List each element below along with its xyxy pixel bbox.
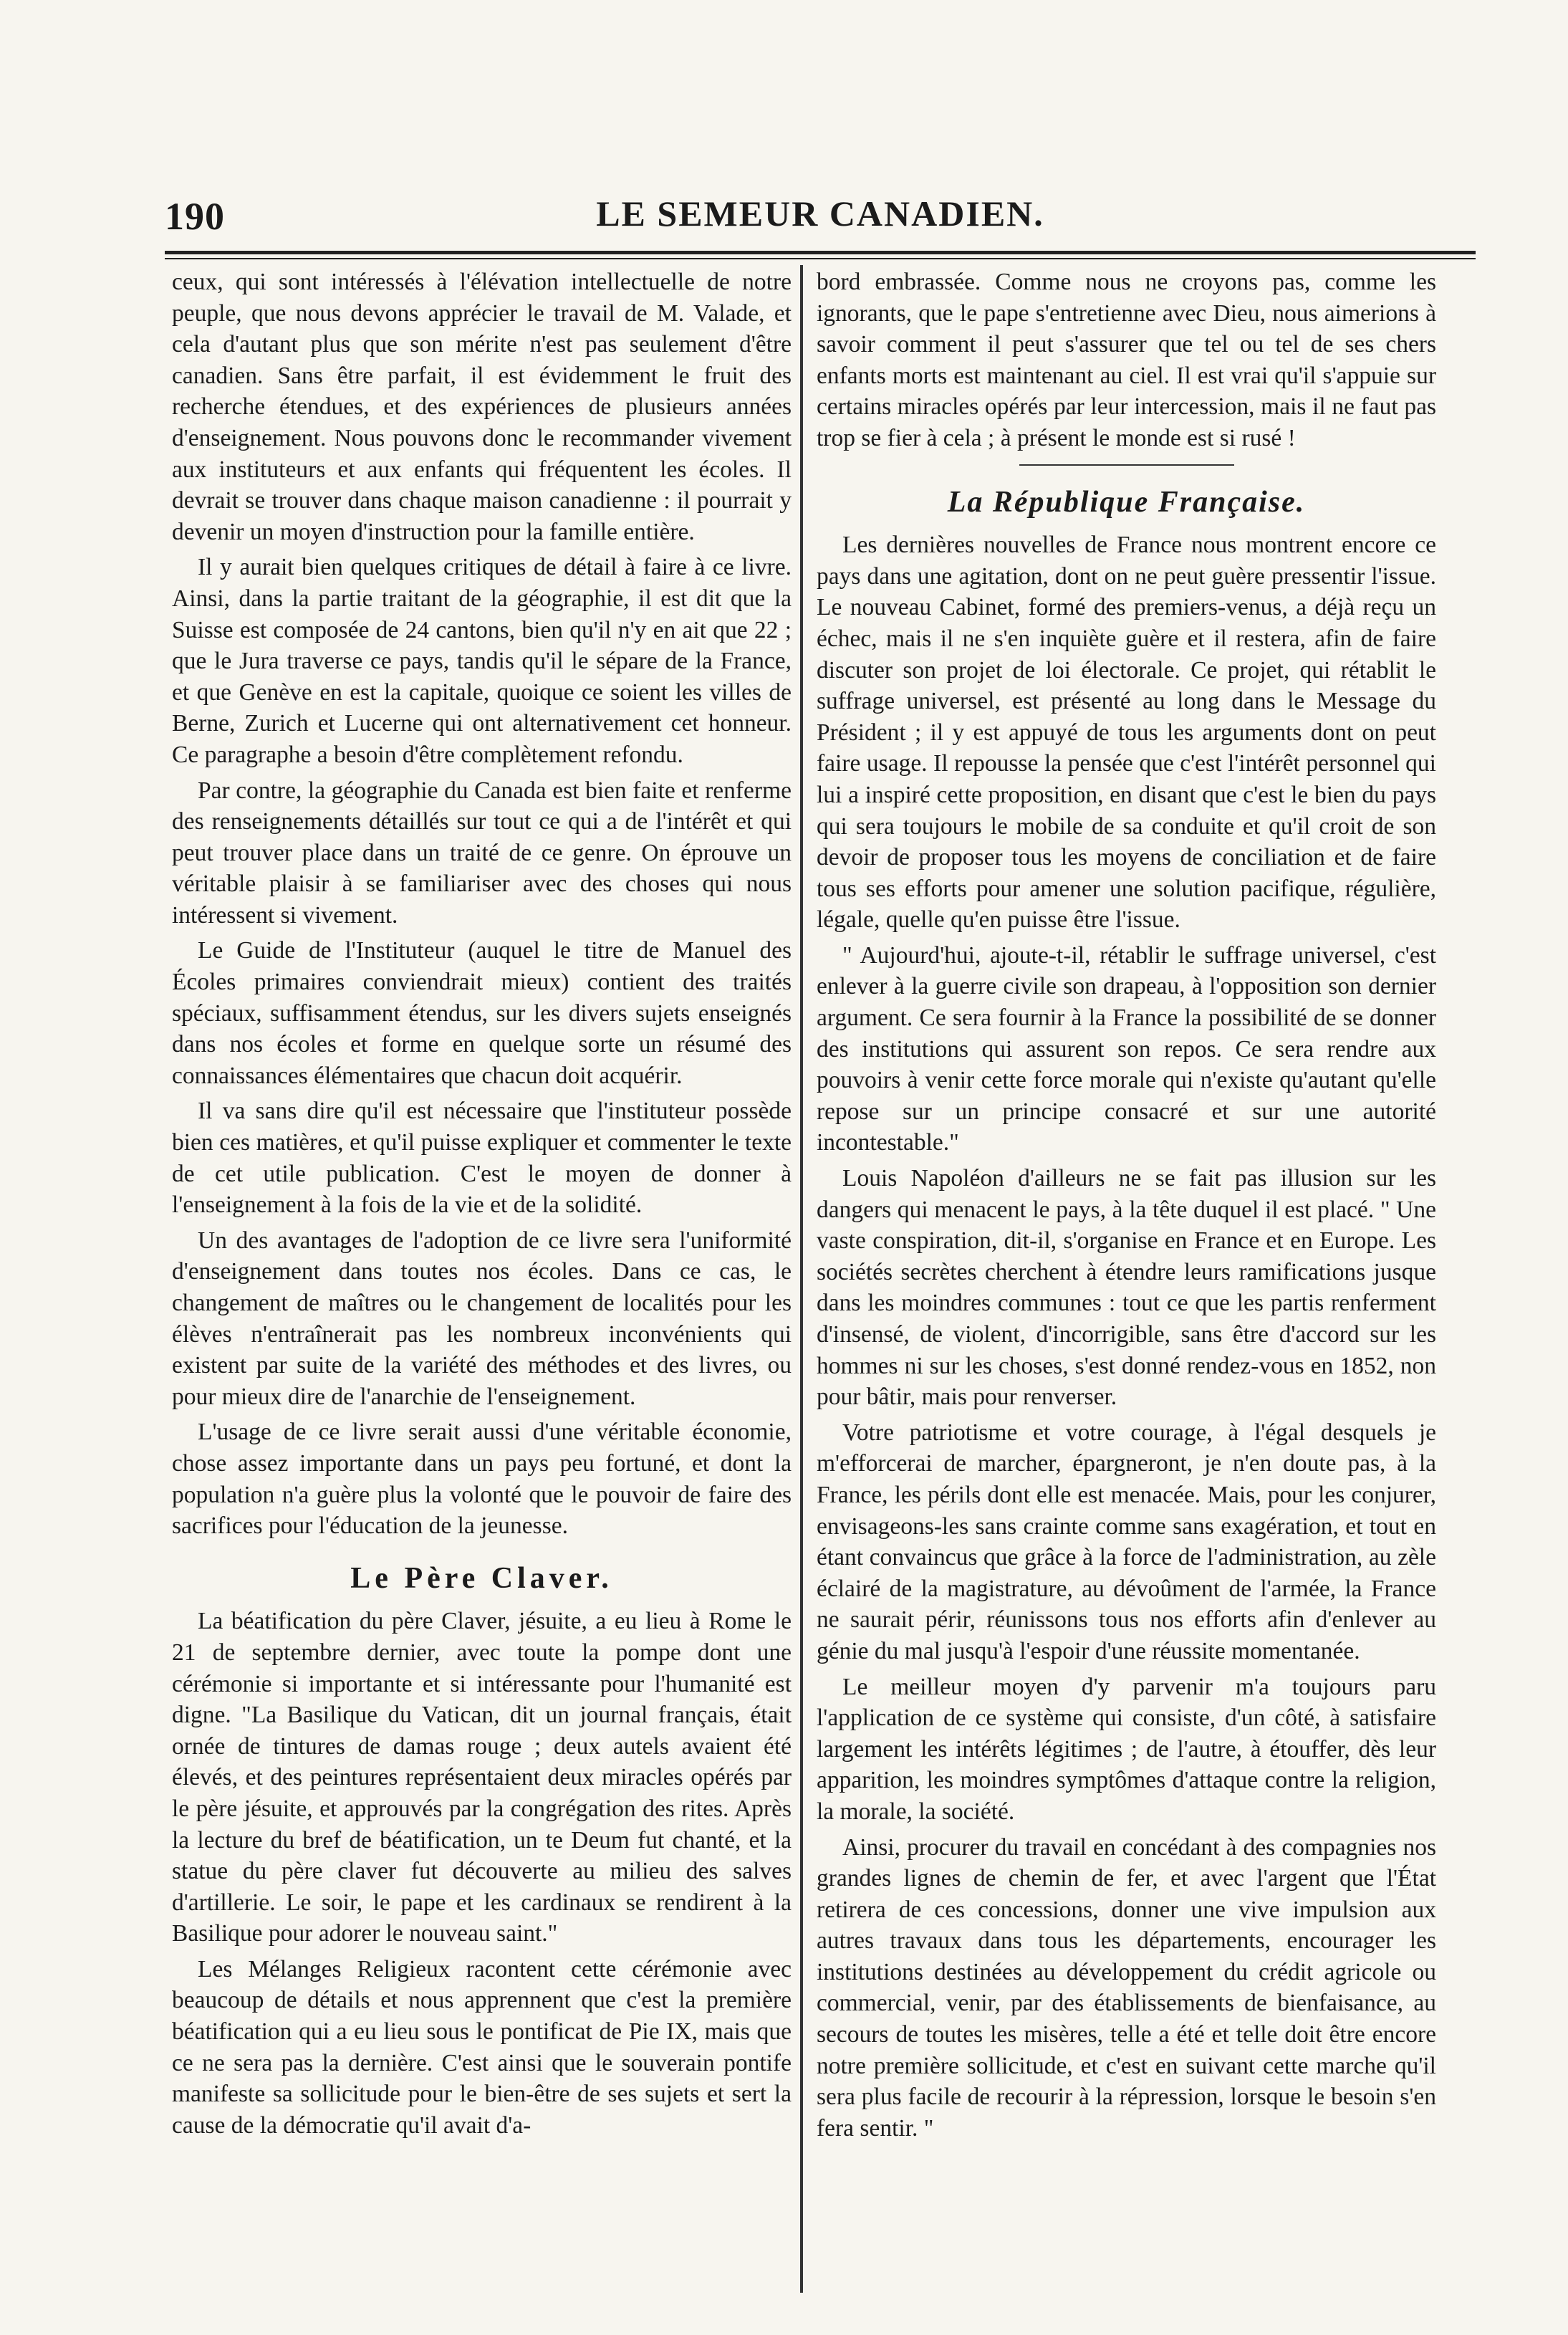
right-paragraph-5: Votre patriotisme et votre courage, à l'égal desquels je m'efforcerai de marcher, épargneront, je n'en doute pas, à la France, les périls dont elle est menacée. Mais, pour les conjurer, envisageons-les sans crainte comme sans exagération, et tout en étant convaincus que grâce à la force de l'administration, au zèle éclairé de la magistrature, au dévoûment de l'armée, la France ne saurait périr, réunissons tous nos efforts afin d'enlever au génie du mal jusqu'à l'espoir d'une réussite momentanée. xyxy=(817,1419,1436,1664)
left-paragraph-9: Les Mélanges Religieux racontent cette cérémonie avec beaucoup de détails et nous apprennent que c'est la première béatification qui a eu lieu sous le pontificat de Pie IX, mais que ce ne sera pas la dernière. C'est ainsi que le souverain pontife manifeste sa sollicitude pour le bien-être de ses sujets et sert la cause de la démocratie qu'il avait d'a- xyxy=(172,1955,792,2139)
left-paragraph-4: Le Guide de l'Instituteur (auquel le titre de Manuel des Écoles primaires conviendrait mieux) contient des traités spéciaux, suffisamment étendus, sur les divers sujets enseignés dans nos écoles et forme en quelque sorte un résumé des connaissances élémentaires que chacun doit acquérir. xyxy=(172,937,792,1089)
right-paragraph-1: bord embrassée. Comme nous ne croyons pas, comme les ignorants, que le pape s'entretienne avec Dieu, nous aimerions à savoir comment il peut s'assurer que tel ou tel de ses chers enfants morts est maintenant au ciel. Il est vrai qu'il s'appuie sur certains miracles opérés par leur intercession, mais il ne faut pas trop se fier à cela ; à présent le monde est si rusé ! xyxy=(817,269,1436,451)
left-column xyxy=(172,267,792,2145)
left-paragraph-2: Il y aurait bien quelques critiques de détail à faire à ce livre. Ainsi, dans la partie traitant de la géographie, il est dit que la Suisse est composée de 24 cantons, bien qu'il n'y en ait que 22 ; que le Jura traverse ce pays, tandis qu'il le sépare de la France, et que Genève en est la capitale, quoique ce soient les villes de Berne, Zurich et Lucerne qui ont alternativement cet honneur. Ce paragraphe a besoin d'être complètement refondu. xyxy=(172,554,792,768)
left-paragraph-8: La béatification du père Claver, jésuite, a eu lieu à Rome le 21 de septembre dernier, avec toute la pompe dont une cérémonie si importante et si intéressante pour l'humanité est digne. "La Basilique du Vatican, dit un journal français, était ornée de tintures de damas rouge ; deux autels avaient été élevés, et des peintures représentaient deux miracles opérés par le père jésuite, et approuvés par la congrégation des rites. Après la lecture du bref de béatification, un te Deum fut chanté, et la statue du père claver fut découverte au milieu des salves d'artillerie. Le soir, le pape et les cardinaux se rendirent à la Basilique pour adorer le nouveau saint." xyxy=(172,1608,792,1947)
right-paragraph-6: Le meilleur moyen d'y parvenir m'a toujours paru l'application de ce système qui consiste, d'un côté, à satisfaire largement les intérêts légitimes ; de l'autre, à étouffer, dès leur apparition, les moindres symptômes d'attaque contre la religion, la morale, la société. xyxy=(817,1673,1436,1825)
page-header xyxy=(165,190,1476,247)
left-paragraph-7: L'usage de ce livre serait aussi d'une véritable économie, chose assez importante dans un pays peu fortuné, et dont la population n'a guère plus la volonté que le pouvoir de faire des sacrifices pour l'éducation de la jeunesse. xyxy=(172,1419,792,1540)
left-paragraph-3: Par contre, la géographie du Canada est bien faite et renferme des renseignements détaillés sur tout ce qui a de l'intérêt et qui peut trouver place dans un traité de ce genre. On éprouve un véritable plaisir à se familiariser avec des choses qui nous intéressent si vivement. xyxy=(172,777,792,929)
section-divider xyxy=(1019,464,1234,466)
section-title-pere-claver: Le Père Claver. xyxy=(350,1561,613,1595)
right-paragraph-2: Les dernières nouvelles de France nous montrent encore ce pays dans une agitation, dont on ne peut guère pressentir l'issue. Le nouveau Cabinet, formé des premiers-venus, a déjà reçu un échec, mais il ne s'en inquiète guère et il restera, afin de faire discuter son projet de loi électorale. Ce projet, qui rétablit le suffrage universel, est présenté au long dans le Message du Président ; il y est appuyé de tous les arguments dont on peut faire usage. Il repousse la pensée que c'est l'intérêt personnel qui lui a inspiré cette proposition, en disant que c'est le bien du pays qui sera toujours le mobile de sa conduite et qu'il croit de son devoir de proposer tous les moyens de conciliation et de faire tous ses efforts pour amener une solution pacifique, régulière, légale, quelle qu'en puisse être l'issue. xyxy=(817,532,1436,934)
right-paragraph-4: Louis Napoléon d'ailleurs ne se fait pas illusion sur les dangers qui menacent le pays, à la tête duquel il est placé. " Une vaste conspiration, dit-il, s'organise en France et en Europe. Les sociétés secrètes cherchent à étendre leurs ramifications jusque dans les moindres communes : tout ce que les partis renferment d'insensé, de violent, d'incorrigible, sans être d'accord sur les hommes ni sur les choses, s'est donné rendez-vous en 1852, non pour bâtir, mais pour renverser. xyxy=(817,1165,1436,1411)
journal-title: LE SEMEUR CANADIEN. xyxy=(596,193,1044,234)
right-paragraph-3: " Aujourd'hui, ajoute-t-il, rétablir le suffrage universel, c'est enlever à la guerre civile son drapeau, à l'opposition son dernier argument. Ce sera fournir à la France la possibilité de se donner des institutions qui assurent son repos. Ce sera rendre aux pouvoirs à venir cette force morale qui n'existe qu'autant qu'elle repose sur un principe consacré et sur une autorité incontestable." xyxy=(817,941,1436,1156)
column-divider xyxy=(800,265,803,2293)
header-rule xyxy=(165,251,1476,254)
right-paragraph-7: Ainsi, procurer du travail en concédant à des compagnies nos grandes lignes de chemin de fer, et avec l'argent que l'État retirera de ces concessions, donner une vive impulsion aux autres travaux dans tous les départements, encourager les institutions destinées au développement du crédit agricole ou commercial, venir, par des établissements de bienfaisance, au secours de toutes les misères, telle a été et telle doit être encore notre première sollicitude, et c'est en suivant cette marche qu'il sera plus facile de recourir à la répression, lorsque le besoin s'en fera sentir. " xyxy=(817,1833,1436,2142)
header-rule-thin xyxy=(165,258,1476,259)
left-paragraph-6: Un des avantages de l'adoption de ce livre sera l'uniformité d'enseignement dans toutes nos écoles. Dans ce cas, le changement de maîtres ou le changement de localités pour les élèves n'entraînerait pas les nombreux inconvénients qui existent par suite de la variété des méthodes et des livres, ou pour mieux dire de l'anarchie de l'enseignement. xyxy=(172,1227,792,1410)
left-paragraph-5: Il va sans dire qu'il est nécessaire que l'instituteur possède bien ces matières, et qu'il puisse expliquer et commenter le texte de cet utile publication. C'est le moyen de donner à l'enseignement à la fois de la vie et de la solidité. xyxy=(172,1098,792,1219)
page-number: 190 xyxy=(165,195,225,238)
section-title-republique: La République Française. xyxy=(947,485,1306,519)
left-paragraph-1: ceux, qui sont intéressés à l'élévation intellectuelle de notre peuple, que nous devons apprécier le travail de M. Valade, et cela d'autant plus que son mérite n'est pas seulement d'être canadien. Sans être parfait, il est évidemment le fruit des recherche étendues, et des expériences de plusieurs années d'enseignement. Nous pouvons donc le recommander vivement aux instituteurs et aux enfants qui fréquentent les écoles. Il devrait se trouver dans chaque maison canadienne : il pourrait y devenir un moyen d'instruction pour la famille entière. xyxy=(172,269,792,545)
right-column xyxy=(817,267,1436,2148)
